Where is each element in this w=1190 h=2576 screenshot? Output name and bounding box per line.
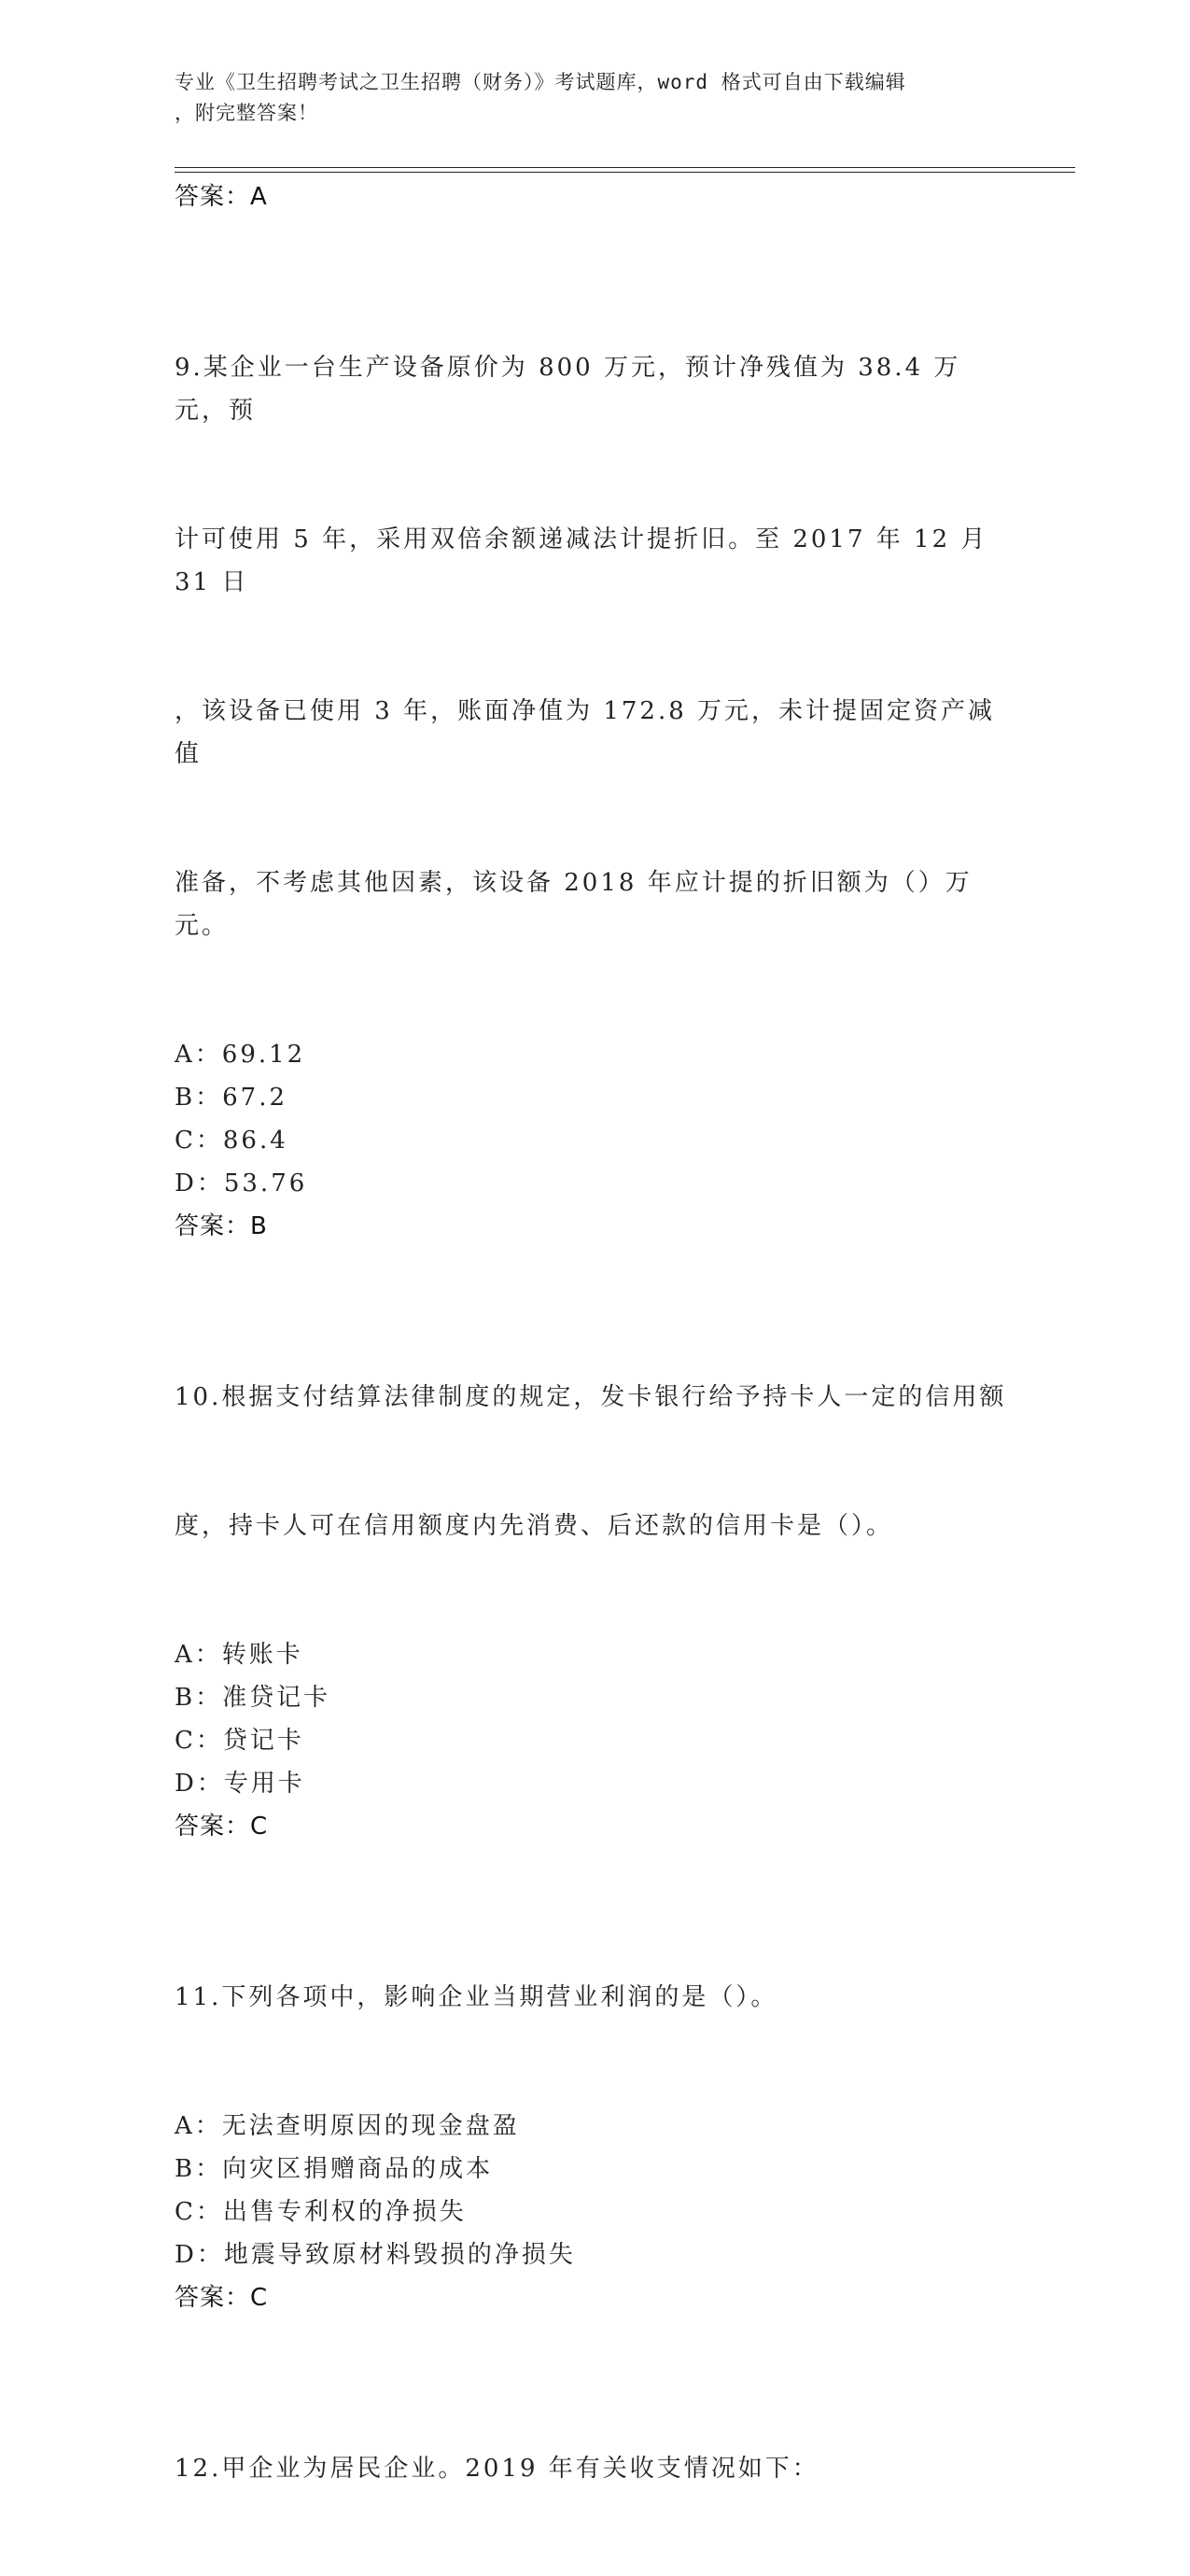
answer-label: 答案：A — [175, 183, 268, 211]
question-12 — [175, 2361, 1015, 2576]
stem-line: 准备，不考虑其他因素，该设备 2018 年应计提的折旧额为（）万元。 — [175, 869, 973, 940]
stem-line: 11.下列各项中，影响企业当期营业利润的是（）。 — [175, 1983, 778, 2011]
option-a: A：无法查明原因的现金盘盈 — [175, 2112, 520, 2140]
question-stem — [175, 260, 1015, 1033]
stem-line: ，该设备已使用 3 年，账面净值为 172.8 万元，未计提固定资产减值 — [175, 697, 996, 768]
stem-line: 10.根据支付结算法律制度的规定，发卡银行给予持卡人一定的信用额 — [175, 1383, 1007, 1411]
document-header — [175, 67, 996, 129]
option-c: C：出售专利权的净损失 — [175, 2198, 467, 2226]
answer-label: 答案：C — [175, 2284, 269, 2312]
question-stem — [175, 1290, 1015, 1633]
header-divider-bottom — [175, 172, 1075, 173]
answer-label: 答案：C — [175, 1813, 269, 1841]
option-a: A：转账卡 — [175, 1641, 303, 1669]
stem-line: 9.某企业一台生产设备原价为 800 万元，预计净残值为 38.4 万元，预 — [175, 354, 961, 425]
stem-line: 度，持卡人可在信用额度内先消费、后还款的信用卡是（）。 — [175, 1512, 894, 1540]
header-line-1: 专业《卫生招聘考试之卫生招聘（财务）》考试题库，word 格式可自由下载编辑 — [175, 71, 906, 93]
option-b: B：向灾区捐赠商品的成本 — [175, 2155, 494, 2183]
header-line-2: ，附完整答案！ — [175, 102, 318, 124]
stem-line: 计可使用 5 年，采用双倍余额递减法计提折旧。至 2017 年 12 月 31 日 — [175, 525, 999, 596]
question-stem — [175, 1890, 1015, 2105]
answer-label: 答案：B — [175, 1212, 268, 1240]
option-c: C：86.4 — [175, 1127, 288, 1155]
question-stem — [175, 2361, 1015, 2576]
option-a: A：69.12 — [175, 1041, 306, 1069]
question-list — [175, 175, 1015, 2576]
stem-line: 12.甲企业为居民企业。2019 年有关收支情况如下： — [175, 2455, 819, 2483]
option-d: D：地震导致原材料毁损的净损失 — [175, 2241, 576, 2269]
option-b: B：准贷记卡 — [175, 1684, 331, 1712]
question-10 — [175, 1290, 1015, 1848]
option-c: C：贷记卡 — [175, 1727, 304, 1755]
question-9 — [175, 260, 1015, 1248]
header-divider-top — [175, 167, 1075, 168]
option-d: D：53.76 — [175, 1169, 308, 1197]
question-11 — [175, 1890, 1015, 2319]
option-d: D：专用卡 — [175, 1770, 305, 1798]
option-b: B：67.2 — [175, 1084, 287, 1112]
